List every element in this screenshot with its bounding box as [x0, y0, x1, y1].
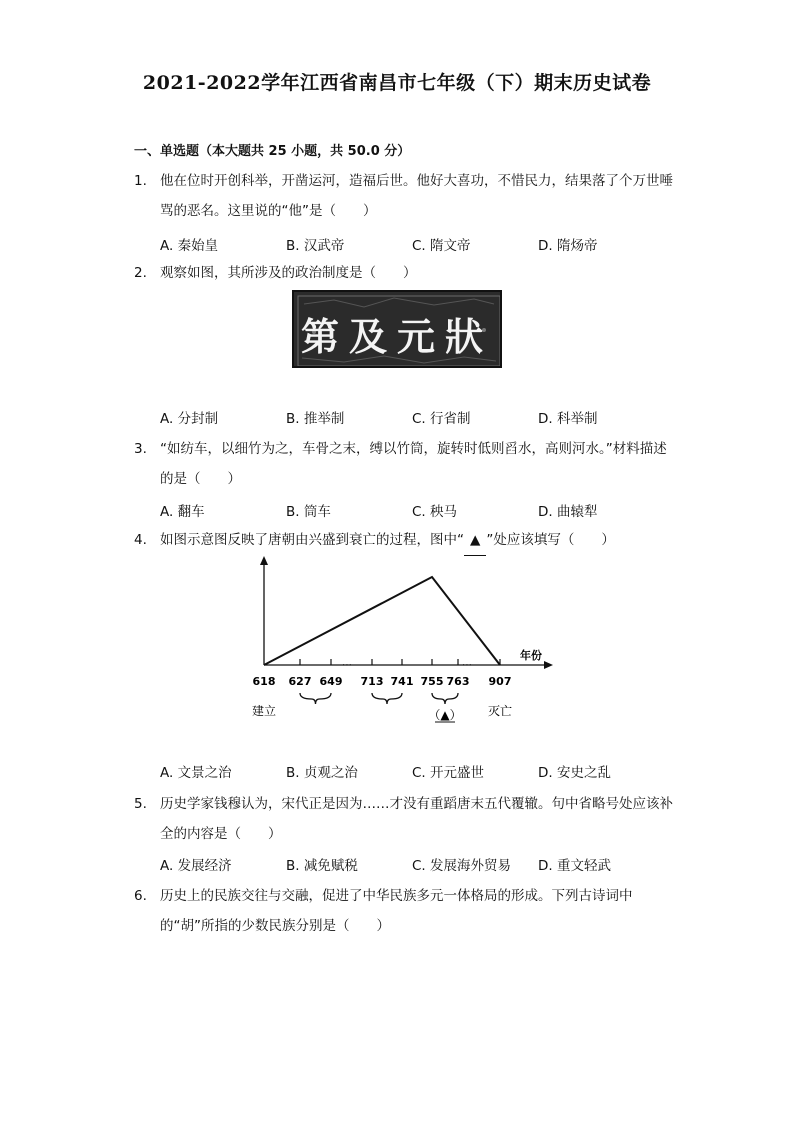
x-tick-label: 763 [446, 675, 470, 688]
options-1 [160, 234, 680, 258]
page-title: 2021-2022学年江西省南昌市七年级（下）期末历史试卷 [142, 72, 652, 94]
option-b[interactable]: B. 筒车 [286, 504, 331, 520]
section-heading: 一、单选题（本大题共 25 小题，共 50.0 分） [134, 144, 411, 159]
plaque-text: 第及元狀 [300, 314, 493, 359]
question-text: 观察如图，其所涉及的政治制度是（ ） [160, 265, 417, 281]
x-axis-label: 年份 [520, 649, 542, 662]
question-text: “如纺车，以细竹为之，车骨之末，缚以竹筒，旋转时低则舀水，高则河水。”材料描述的是（ ） [160, 441, 667, 487]
x-tick-label: 741 [390, 675, 414, 688]
period-bracket [372, 693, 402, 704]
question-text: 历史学家钱穆认为，宋代正是因为……才没有重蹈唐末五代覆辙。句中省略号处应该补全的内容是（ ） [160, 796, 673, 842]
tang-dynasty-chart [250, 555, 560, 729]
x-tick-label: 649 [319, 675, 343, 688]
question-number: 1. [134, 173, 147, 189]
answer-blank: ▲ [464, 525, 486, 556]
question-text: 他在位时开创科举，开凿运河，造福后世。他好大喜功，不惜民力，结果落了个万世唾骂的恶名。这里说的“他”是（ ） [160, 173, 673, 219]
x-tick-label: 618 [252, 675, 276, 688]
period-bracket [432, 693, 458, 704]
question-2 [134, 258, 674, 288]
question-number: 3. [134, 441, 147, 457]
start-label: 建立 [251, 704, 277, 718]
question-number: 2. [134, 265, 147, 281]
question-text-part: ”处应该填写（ ） [486, 532, 615, 548]
x-tick-label: 713 [360, 675, 384, 688]
x-tick-label: 907 [488, 675, 512, 688]
option-a[interactable]: A. 秦始皇 [160, 238, 219, 254]
options-4 [160, 761, 680, 785]
axis-gap: ⋯ [462, 660, 472, 671]
question-text: 历史上的民族交往与交融，促进了中华民族多元一体格局的形成。下列古诗词中的“胡”所指的少数民族分别是（ ） [160, 888, 633, 934]
option-a[interactable]: A. 发展经济 [160, 858, 232, 874]
x-tick-label: 755 [420, 675, 444, 688]
blank-label: （▲） [428, 708, 462, 722]
plaque-image [292, 290, 502, 368]
option-b[interactable]: B. 减免赋税 [286, 858, 358, 874]
y-axis-arrow [260, 556, 268, 565]
question-4 [134, 525, 674, 556]
question-6 [134, 881, 674, 941]
options-2 [160, 407, 680, 431]
option-c[interactable]: C. 行省制 [412, 411, 471, 427]
option-b[interactable]: B. 贞观之治 [286, 765, 358, 781]
option-a[interactable]: A. 文景之治 [160, 765, 232, 781]
question-text [160, 525, 674, 556]
option-c[interactable]: C. 开元盛世 [412, 765, 485, 781]
question-text-part: 如图示意图反映了唐朝由兴盛到衰亡的过程，图中“ [160, 532, 464, 548]
option-a[interactable]: A. 分封制 [160, 411, 219, 427]
question-1 [134, 166, 674, 226]
question-number: 4. [134, 532, 147, 548]
option-d[interactable]: D. 曲辕犁 [538, 504, 598, 520]
x-tick-label: 627 [288, 675, 312, 688]
chart-svg [250, 555, 560, 725]
series-line [264, 577, 500, 665]
option-c[interactable]: C. 隋文帝 [412, 238, 471, 254]
x-axis-arrow [544, 661, 553, 669]
question-3 [134, 434, 674, 494]
question-number: 5. [134, 796, 147, 812]
option-d[interactable]: D. 重文轻武 [538, 858, 611, 874]
options-3 [160, 500, 680, 524]
question-5 [134, 789, 674, 849]
option-d[interactable]: D. 科举制 [538, 411, 598, 427]
option-b[interactable]: B. 推举制 [286, 411, 345, 427]
option-b[interactable]: B. 汉武帝 [286, 238, 345, 254]
period-bracket [300, 693, 331, 704]
option-a[interactable]: A. 翻车 [160, 504, 205, 520]
question-number: 6. [134, 888, 147, 904]
end-label: 灭亡 [487, 704, 513, 718]
option-d[interactable]: D. 安史之乱 [538, 765, 611, 781]
axis-gap: ⋯ [342, 660, 352, 671]
option-c[interactable]: C. 秧马 [412, 504, 458, 520]
option-c[interactable]: C. 发展海外贸易 [412, 858, 512, 874]
options-5 [160, 854, 680, 878]
option-d[interactable]: D. 隋炀帝 [538, 238, 598, 254]
